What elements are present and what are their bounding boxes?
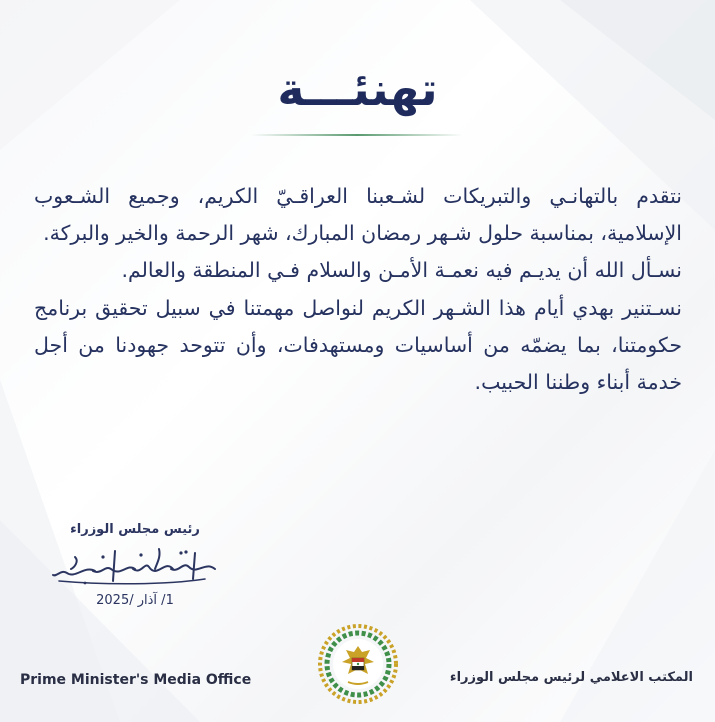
signature-title: رئيس مجلس الوزراء: [70, 522, 200, 537]
signature-date: 1/ آذار /2025: [96, 593, 174, 608]
page-title: تهنئـــة: [277, 62, 438, 116]
signature-block: [40, 522, 230, 608]
message-body: [34, 178, 682, 401]
paragraph-1: نتقدم بالتهانـي والتبريكات لشـعبنا العراقـيّ الكريم، وجميع الشـعوب الإسلامية، بمناسبة حلول شـهر رمضان المبارك، شهر الرحمة والخير والبركة.: [34, 184, 682, 246]
iraq-eagle-emblem-icon: [318, 624, 398, 704]
handwritten-signature: [45, 539, 225, 589]
footer-english-office: Prime Minister's Media Office: [20, 672, 252, 688]
paragraph-3: نسـتنير بهدي أيام هذا الشـهر الكريم لنواصل مهمتنا في سبيل تحقيق برنامج حكومتنا، بما يضمّه من أساسيات ومستهدفات، وأن تتوحد جهودنا من أجل خدمة أبناء وطننا الحبيب.: [34, 295, 682, 395]
title-divider: [251, 134, 463, 136]
footer-arabic-office: المكتب الاعلامي لرئيس مجلس الوزراء: [449, 670, 693, 685]
paragraph-2: نسـأل الله أن يديـم فيه نعمـة الأمـن والسلام فـي المنطقة والعالم.: [121, 258, 682, 283]
